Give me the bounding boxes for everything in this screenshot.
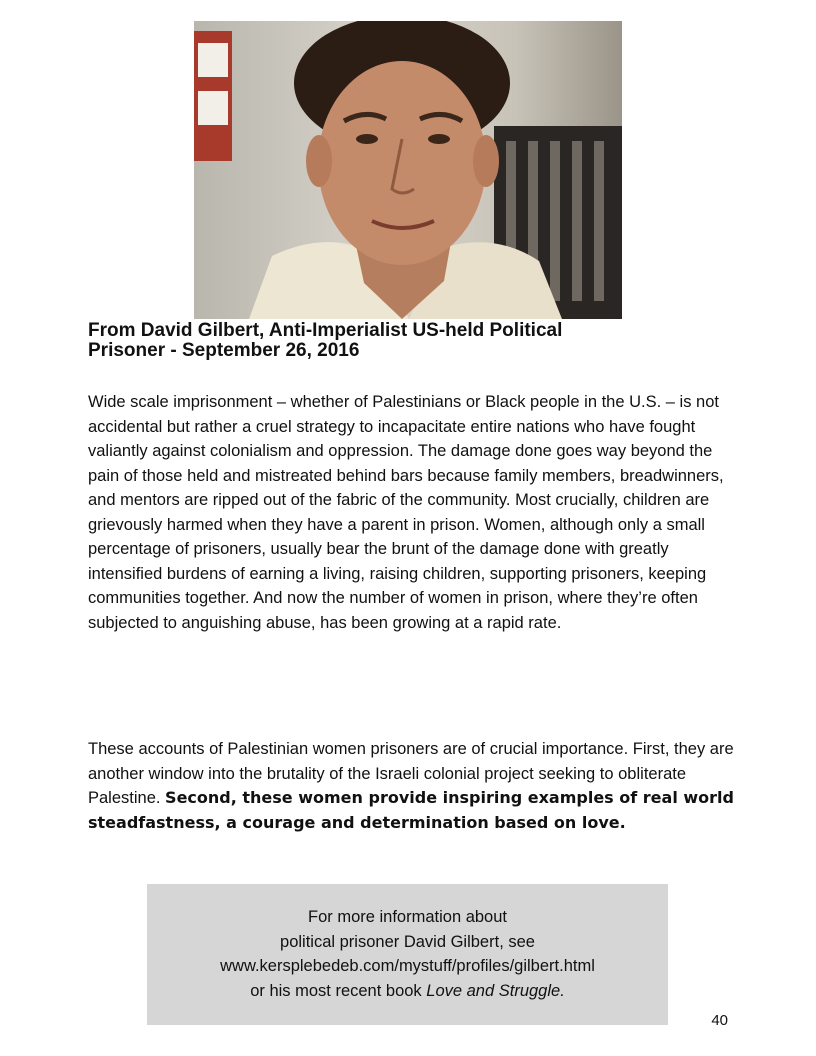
info-box-line-2: political prisoner David Gilbert, see xyxy=(280,932,535,951)
portrait-photo xyxy=(194,21,622,319)
info-box-url: www.kersplebedeb.com/mystuff/profiles/gilbert.html xyxy=(220,957,595,975)
paragraph-2-regular-text: These accounts of Palestinian women prisoners are of crucial importance. First, they are another window into the brutality of the Israeli colonial project seeking to obliterate Palestine. xyxy=(88,740,734,807)
info-box-line-1: For more information about xyxy=(307,908,507,926)
page-number: 40 xyxy=(711,1012,728,1029)
paragraph-2-bold-text: Second, these women provide inspiring examples of real world steadfastness, a courage and determination based on love. xyxy=(88,788,734,832)
info-box xyxy=(147,884,668,1025)
body-paragraph-1: Wide scale imprisonment – whether of Palestinians or Black people in the U.S. – is not accidental but rather a cruel strategy to incapacitate entire nations who have fought valiantly against colonialism and oppression. The damage done goes way beyond the pain of those held and mistreated behind bars because family members, breadwinners, and mentors are ripped out of the fabric of the community. Most crucially, children are grievously harmed when they have a parent in prison. Women, although only a small percentage of prisoners, usually bear the brunt of the damage done with greatly intensified burdens of earning a living, raising children, supporting prisoners, keeping communities together. And now the number of women in prison, where they’re often subjected to anguishing abuse, has been growing at a rapid rate. xyxy=(88,393,724,632)
body-paragraph-2 xyxy=(88,737,738,835)
info-box-book-prefix: or his most recent book xyxy=(250,981,427,1000)
heading-line-2: Prisoner - September 26, 2016 xyxy=(88,340,360,361)
heading-line-1: From David Gilbert, Anti-Imperialist US-held Political xyxy=(88,320,563,341)
info-box-book-title: Love and Struggle. xyxy=(426,981,565,1000)
article-heading xyxy=(88,321,728,361)
info-box-line-4 xyxy=(147,979,668,1004)
portrait-illustration xyxy=(194,21,622,319)
